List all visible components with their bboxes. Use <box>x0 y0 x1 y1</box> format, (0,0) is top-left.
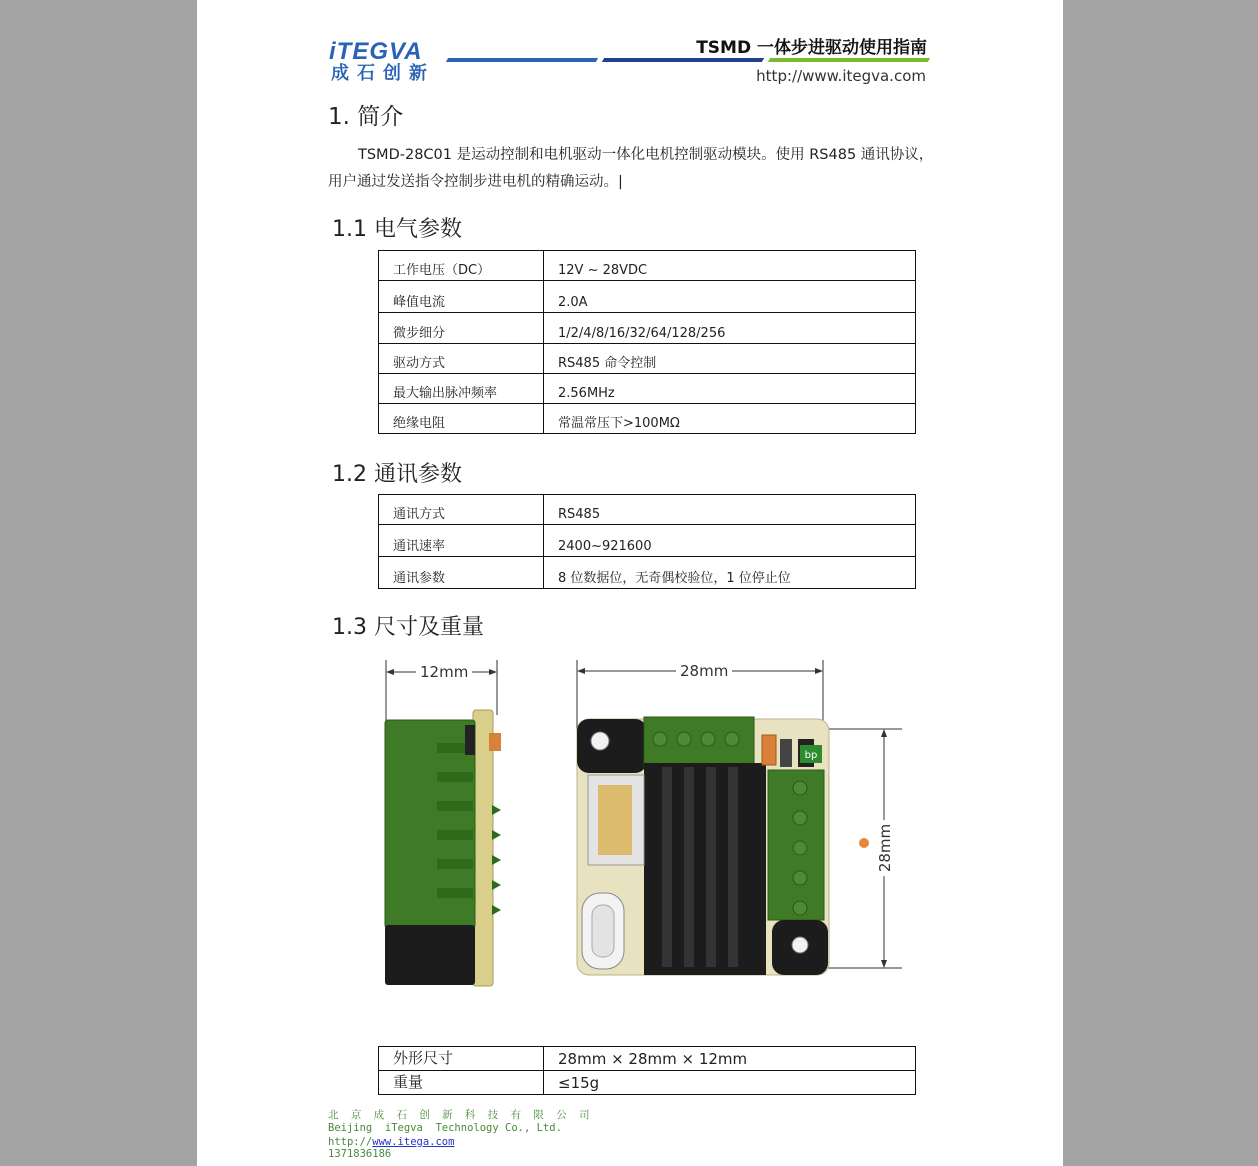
mount-hole <box>792 937 808 953</box>
front-height-label: 28mm <box>876 820 894 876</box>
param-value: 28mm × 28mm × 12mm <box>544 1047 916 1071</box>
table-row <box>379 344 916 374</box>
table-row <box>379 313 916 344</box>
table-row <box>379 495 916 525</box>
electrical-params-table <box>378 250 916 434</box>
pcb-edge <box>473 710 493 986</box>
screw <box>677 732 691 746</box>
component <box>762 735 776 765</box>
fin <box>437 888 473 898</box>
side-width-label: 12mm <box>416 663 472 681</box>
param-value: 8 位数据位，无奇偶校验位，1 位停止位 <box>544 557 916 589</box>
arrow-head <box>489 669 497 675</box>
param-value: 2.0A <box>544 281 916 313</box>
document-title: TSMD 一体步进驱动使用指南 <box>696 38 927 58</box>
footer-company-cn: 北 京 成 石 创 新 科 技 有 限 公 司 <box>328 1109 593 1121</box>
heatsink-fin <box>706 767 716 967</box>
table-row <box>379 1047 916 1071</box>
mounting-ear <box>577 719 647 773</box>
header-rule <box>447 58 929 64</box>
document-page <box>197 0 1063 1166</box>
table-row <box>379 525 916 557</box>
param-value: 2400~921600 <box>544 525 916 557</box>
param-value: ≤15g <box>544 1071 916 1095</box>
arrow-head <box>881 729 887 737</box>
pin <box>492 855 501 865</box>
param-value: 2.56MHz <box>544 374 916 404</box>
fin <box>437 859 473 869</box>
arrow-head <box>577 668 585 674</box>
intro-paragraph: TSMD-28C01 是运动控制和电机驱动一体化电机控制驱动模块。使用 RS485 通讯协议，用户通过发送指令控制步进电机的精确运动。| <box>328 147 934 190</box>
footer-url-prefix: http:// <box>328 1136 373 1148</box>
arrow-head <box>386 669 394 675</box>
footer-url <box>328 1136 454 1148</box>
communication-params-table <box>378 494 916 589</box>
screw <box>725 732 739 746</box>
front-width-label: 28mm <box>676 662 732 680</box>
screw <box>793 871 807 885</box>
table-row <box>379 557 916 589</box>
table-row <box>379 404 916 434</box>
param-value: 常温常压下>100MΩ <box>544 404 916 434</box>
param-name: 峰值电流 <box>379 281 544 313</box>
section-heading-electrical: 1.1 电气参数 <box>332 217 462 242</box>
silk-label: bp <box>804 750 818 761</box>
footer-url-link[interactable]: www.itega.com <box>372 1136 455 1148</box>
param-name: 最大输出脉冲频率 <box>379 374 544 404</box>
table-row <box>379 374 916 404</box>
arrow-head <box>815 668 823 674</box>
company-logo-cn: 成石创新 <box>331 63 435 84</box>
usb-c-port <box>592 905 614 957</box>
param-name: 绝缘电阻 <box>379 404 544 434</box>
pin-contacts <box>598 785 632 855</box>
mount-hole <box>591 732 609 750</box>
pin <box>492 830 501 840</box>
param-value: RS485 <box>544 495 916 525</box>
component <box>465 725 475 755</box>
param-name: 通讯参数 <box>379 557 544 589</box>
fin <box>437 830 473 840</box>
section-heading-communication: 1.2 通讯参数 <box>332 462 462 487</box>
pin <box>492 880 501 890</box>
header-url[interactable]: http://www.itegva.com <box>756 67 926 85</box>
screw <box>653 732 667 746</box>
screw <box>793 811 807 825</box>
heatsink-fin <box>728 767 738 967</box>
dimensions-table <box>378 1046 916 1095</box>
screw <box>793 901 807 915</box>
screw <box>701 732 715 746</box>
param-value: 1/2/4/8/16/32/64/128/256 <box>544 313 916 344</box>
front-view-drawing <box>572 655 917 985</box>
company-logo: iTEGVA <box>329 38 423 65</box>
component <box>489 733 501 751</box>
component <box>780 739 792 767</box>
section-heading-intro: 1. 简介 <box>328 104 404 130</box>
section-heading-dimensions: 1.3 尺寸及重量 <box>332 615 484 640</box>
table-row <box>379 1071 916 1095</box>
param-name: 通讯方式 <box>379 495 544 525</box>
screw <box>793 841 807 855</box>
marker-dot <box>859 838 869 848</box>
heatsink-fin <box>684 767 694 967</box>
arrow-head <box>881 960 887 968</box>
param-name: 微步细分 <box>379 313 544 344</box>
fin <box>437 772 473 782</box>
heatsink-side <box>385 925 475 985</box>
pin <box>492 905 501 915</box>
fin <box>437 801 473 811</box>
footer-company-en: Beijing iTegva Technology Co., Ltd. <box>328 1122 562 1134</box>
table-row <box>379 251 916 281</box>
param-name: 通讯速率 <box>379 525 544 557</box>
param-value: RS485 命令控制 <box>544 344 916 374</box>
screw <box>793 781 807 795</box>
table-row <box>379 281 916 313</box>
param-value: 12V ~ 28VDC <box>544 251 916 281</box>
param-name: 工作电压（DC） <box>379 251 544 281</box>
param-name: 驱动方式 <box>379 344 544 374</box>
footer-phone: 1371836186 <box>328 1148 392 1160</box>
heatsink-fin <box>662 767 672 967</box>
param-name: 外形尺寸 <box>379 1047 544 1071</box>
pin <box>492 805 501 815</box>
param-name: 重量 <box>379 1071 544 1095</box>
